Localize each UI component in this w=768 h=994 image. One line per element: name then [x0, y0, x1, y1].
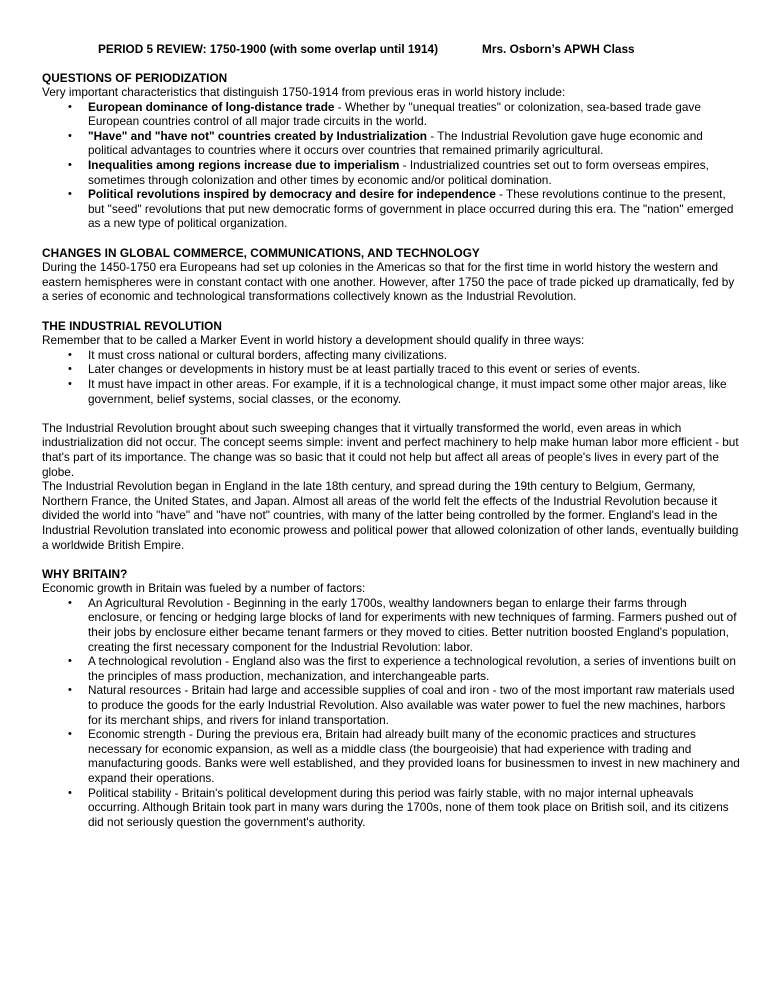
bullet-list-marker-event: [42, 348, 740, 406]
bullet-lead: Inequalities among regions increase due to imperialism: [88, 158, 400, 173]
bullet-text: It must have impact in other areas. For example, if it is a technological change, it must impact some other major areas, like government, belief systems, social classes, or the economy.: [88, 376, 727, 406]
list-item: [42, 187, 740, 231]
bullet-text: Political stability - Britain's political development during this period was fairly stable, with no major internal upheavals occurring. Although Britain took part in many wars during the 1700s, none of them took place on British soil, and its citizens did not seriously question the government's authority.: [88, 785, 729, 829]
list-item: [42, 727, 740, 785]
bullet-text: - These revolutions continue to the present, but "seed" revolutions that put new democratic forms of government in place occurred during this era. The "nation" emerged as a new type of political organization.: [88, 187, 734, 231]
bullet-text: Later changes or developments in history must be at least partially traced to this event or series of events.: [88, 362, 641, 377]
list-item: [42, 129, 740, 158]
section-changes-in-global-commerce: [42, 246, 740, 304]
list-item: [42, 158, 740, 187]
section-intro: Economic growth in Britain was fueled by a number of factors:: [42, 581, 366, 596]
bullet-text: A technological revolution - England also was the first to experience a technological revolution, a series of inventions built on the principles of mass production, mechanization, and interchangeable parts.: [88, 654, 736, 683]
list-item: [42, 596, 740, 654]
bullet-text: It must cross national or cultural borders, affecting many civilizations.: [88, 347, 448, 362]
list-item: [42, 683, 740, 727]
list-item: [42, 100, 740, 129]
list-item: [42, 654, 740, 683]
bullet-text: - Industrialized countries set out to form overseas empires, sometimes through colonization and other times by economic and/or political domination.: [88, 158, 709, 187]
list-item: [42, 786, 740, 830]
section-heading: QUESTIONS OF PERIODIZATION: [42, 70, 228, 85]
bullet-text: Natural resources - Britain had large and accessible supplies of coal and iron - two of the most important raw materials used to produce the goods for the early Industrial Revolution. Also available was water power to fuel the new machines, harbors for its merchant ships, and rivers for inland transportation.: [88, 683, 735, 727]
section-body: During the 1450-1750 era Europeans had set up colonies in the Americas so that for the first time in world history the western and eastern hemispheres were in constant contact with one another. However, after 1750 the pace of trade picked up dramatically, fed by a series of economic and technological transformations collectively known as the Industrial Revolution.: [42, 260, 735, 304]
bullet-text: - The Industrial Revolution gave huge economic and political advantages to countries where it occurs over countries that remained primarily agricultural.: [88, 128, 703, 158]
bullet-lead: Political revolutions inspired by democracy and desire for independence: [88, 187, 496, 202]
section-heading: THE INDUSTRIAL REVOLUTION: [42, 318, 222, 333]
section-gap: [42, 231, 740, 246]
list-item: [42, 377, 740, 406]
header-title-right: Mrs. Osborn’s APWH Class: [482, 42, 635, 56]
section-paragraph: The Industrial Revolution brought about such sweeping changes that it virtually transformed the world, even areas in which industrialization did not occur. The concept seems simple: invent and perfect machinery to help make human labor more efficient - but that's part of its importance. The change was so basic that it could not help but affect all areas of people's lives in every part of the globe.: [42, 420, 739, 479]
bullet-text: An Agricultural Revolution - Beginning in the early 1700s, wealthy landowners began to enlarge their farms through enclosure, or fencing or hedging large blocks of land for experiments with new techniques of farming. Farmers pushed out of their jobs by enclosure either became tenant farmers or they moved to cities. Better nutrition boosted England's population, creating the first necessary component for the Industrial Revolution: labor.: [88, 595, 737, 654]
section-heading: WHY BRITAIN?: [42, 566, 128, 581]
bullet-lead: "Have" and "have not" countries created by Industrialization: [88, 128, 427, 143]
bullet-text: Economic strength - During the previous era, Britain had already built many of the economic practices and structures necessary for economic expansion, as well as a middle class (the bourgeoisie) that had experience with trading and manufacturing goods. Banks were well established, and they provided loans for businessmen to invest in new machinery and expand their operations.: [88, 727, 740, 785]
list-item: [42, 348, 740, 363]
paragraph-gap: [42, 406, 740, 421]
section-why-britain: [42, 567, 740, 830]
section-heading: CHANGES IN GLOBAL COMMERCE, COMMUNICATIONS, AND TECHNOLOGY: [42, 245, 480, 260]
section-questions-of-periodization: [42, 71, 740, 232]
section-intro: Remember that to be called a Marker Event in world history a development should qualify in three ways:: [42, 333, 585, 348]
section-paragraph: The Industrial Revolution began in England in the late 18th century, and spread during the 19th century to Belgium, Germany, Northern France, the United States, and Japan. Almost all areas of the world felt the effects of the Industrial Revolution because it divided the world into "have" and "have not" countries, with many of the latter being controlled by the former. England's lead in the Industrial Revolution translated into economic prowess and political power that allowed colonization of other lands, eventually building a worldwide British Empire.: [42, 479, 739, 552]
section-gap: [42, 552, 740, 567]
section-the-industrial-revolution: [42, 319, 740, 553]
bullet-lead: European dominance of long-distance trade: [88, 99, 335, 114]
bullet-list-periodization: [42, 100, 740, 231]
bullet-list-britain-factors: [42, 596, 740, 830]
header-title-left: PERIOD 5 REVIEW: 1750-1900 (with some overlap until 1914): [98, 42, 439, 56]
document-header: [42, 42, 740, 57]
list-item: [42, 362, 740, 377]
section-gap: [42, 304, 740, 319]
bullet-text: - Whether by "unequal treaties" or colonization, sea-based trade gave European countries control of all major trade circuits in the world.: [88, 99, 701, 129]
section-intro: Very important characteristics that distinguish 1750-1914 from previous eras in world history include:: [42, 85, 566, 100]
